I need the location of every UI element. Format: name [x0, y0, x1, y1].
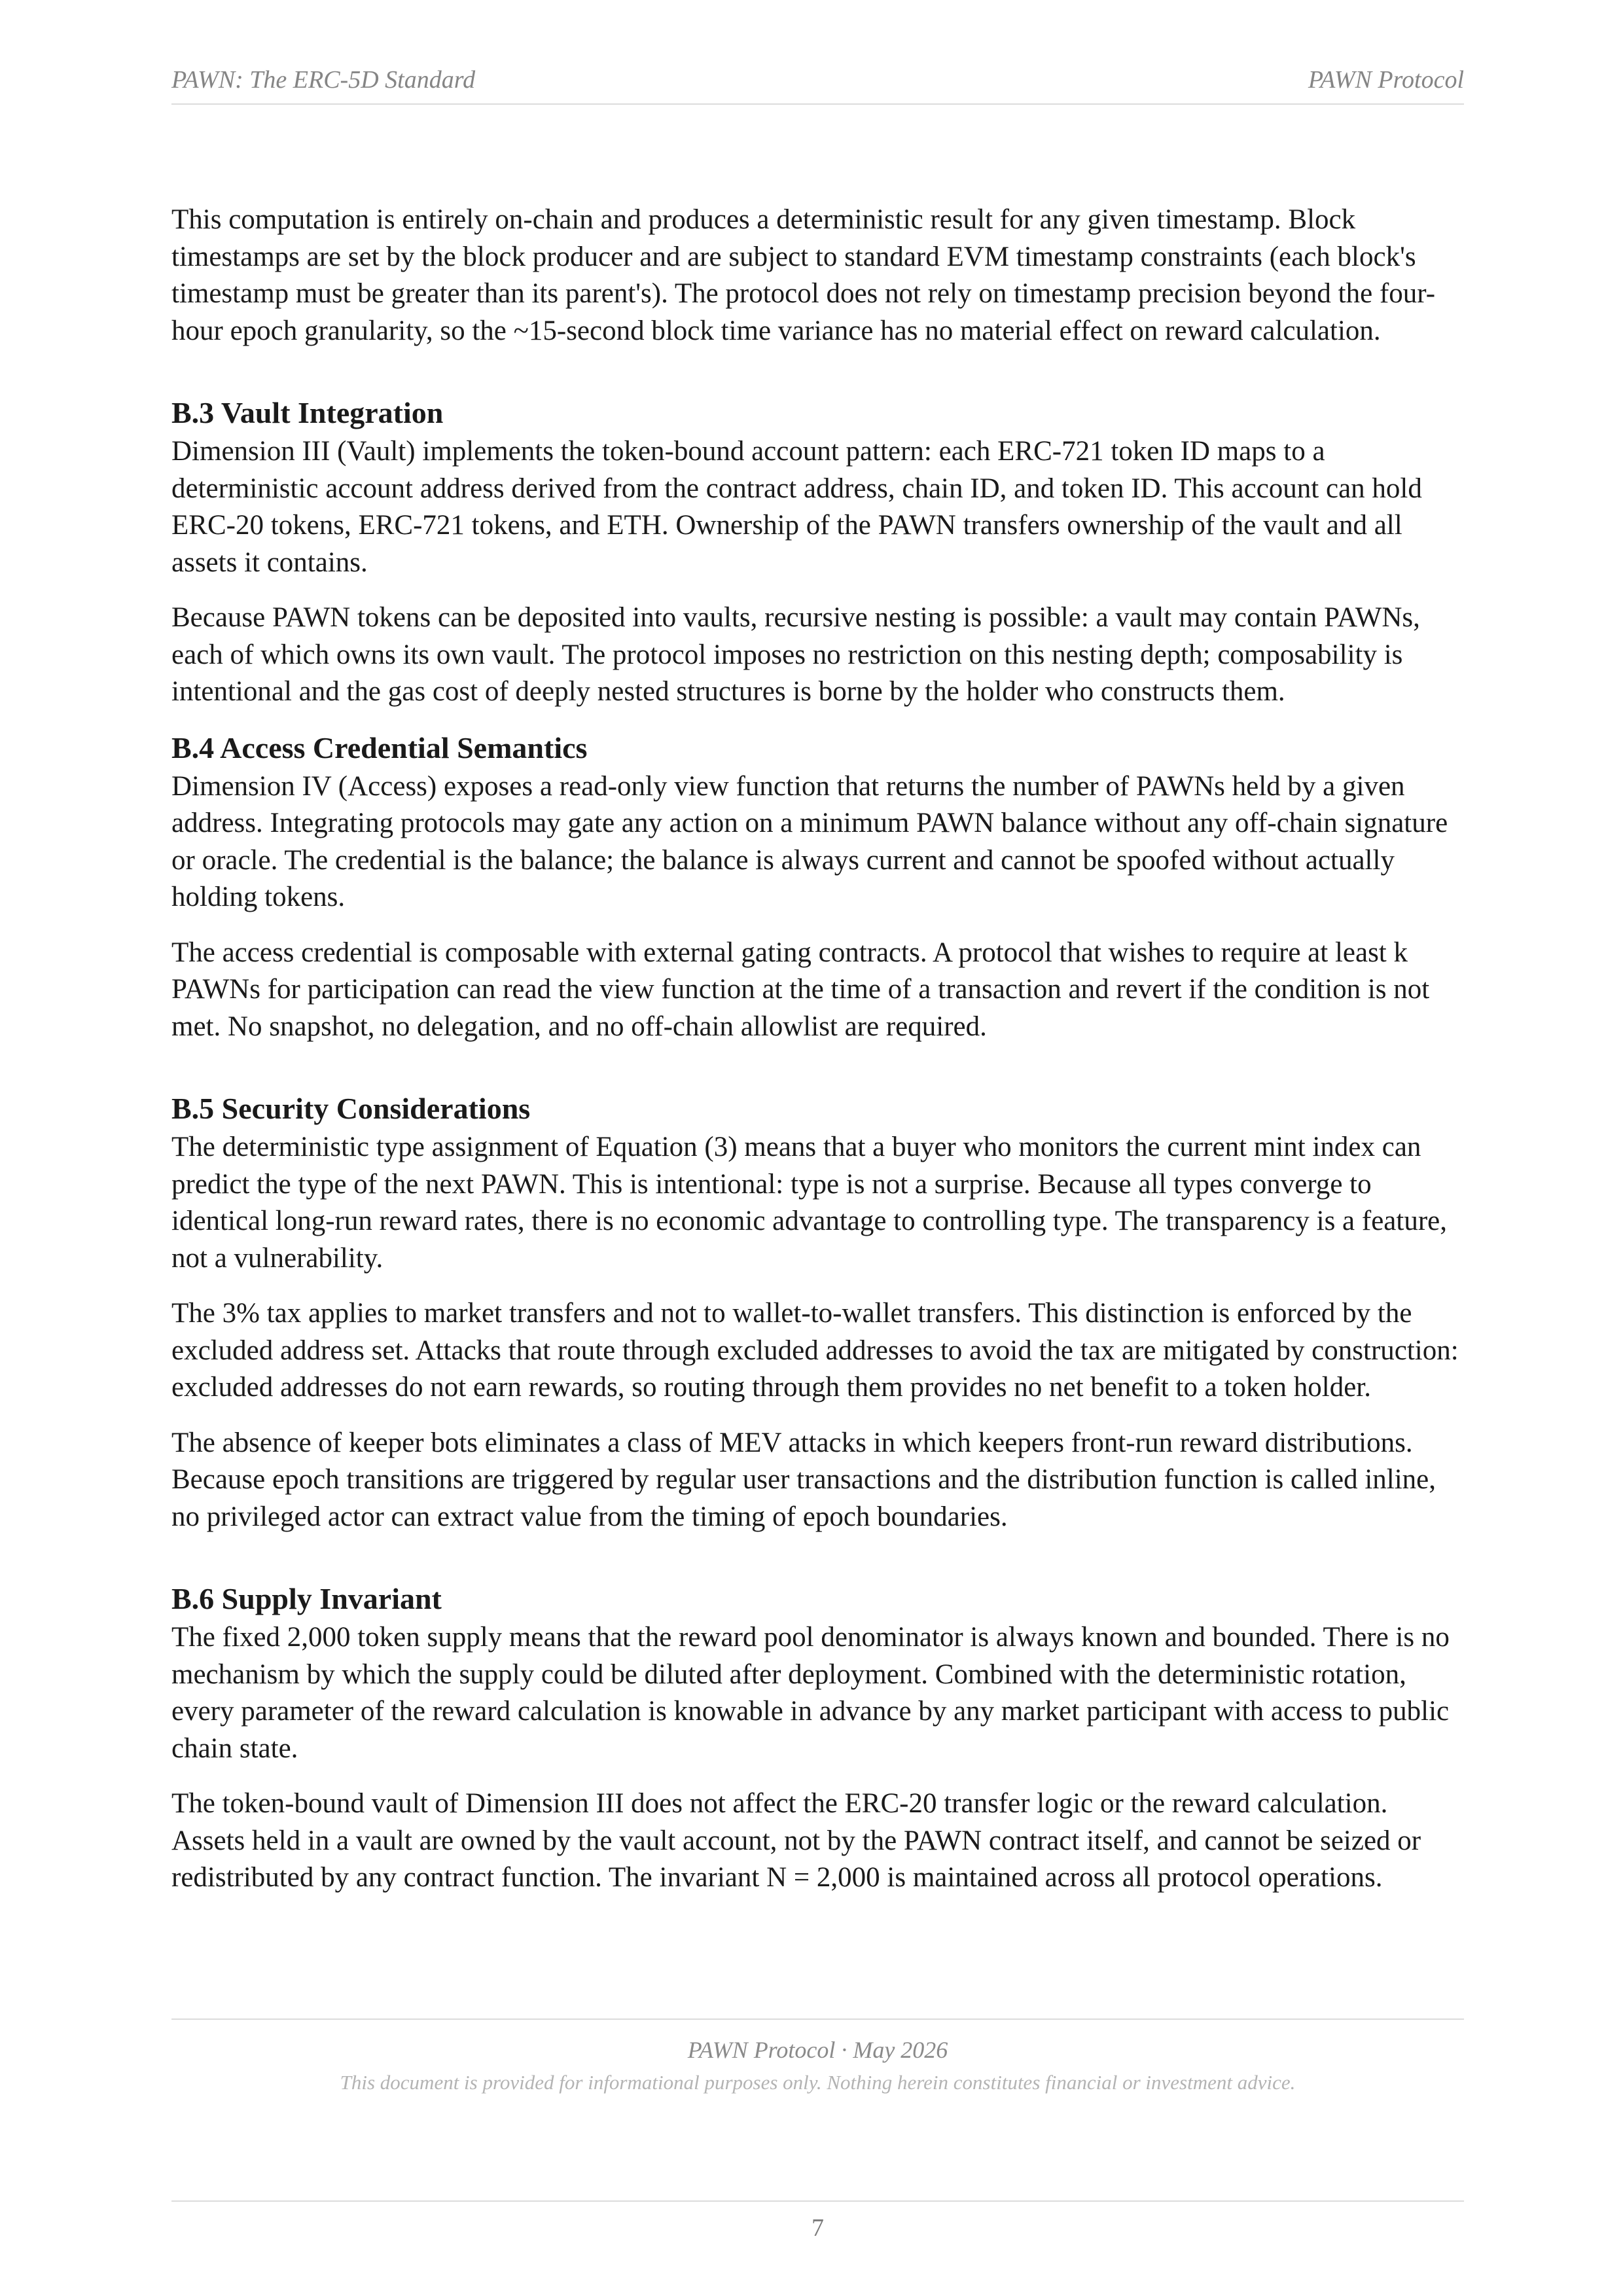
page-footer — [171, 2033, 1464, 2098]
paragraph-b3-2: Because PAWN tokens can be deposited into vaults, recursive nesting is possible: a vault may contain PAWNs, each of which owns its own vault. The protocol imposes no restriction on this nesting depth; composability is intentional and the gas cost of deeply nested structures is borne by the holder who constructs them. — [171, 602, 1420, 707]
section-heading-b4: B.4 Access Credential Semantics — [171, 730, 588, 764]
intro-paragraph: This computation is entirely on-chain and produces a deterministic result for any given timestamp. Block timestamps are set by the block producer and are subject to standard EVM timestamp constraints (each block's timestamp must be greater than its parent's). The protocol does not rely on timestamp precision beyond the four-hour epoch granularity, so the ~15-second block time variance has no material effect on reward calculation. — [171, 204, 1436, 346]
page-number-divider — [171, 2200, 1464, 2202]
paragraph-b6-2: The token-bound vault of Dimension III does not affect the ERC-20 transfer logic or the reward calculation. Assets held in a vault are owned by the vault account, not by the PAWN contract itself, and cannot be seized or redistributed by any contract function. The invariant N = 2,000 is maintained across all protocol operations. — [171, 1788, 1421, 1893]
paragraph-b3-1: Dimension III (Vault) implements the token-bound account pattern: each ERC-721 token ID maps to a deterministic account address derived from the contract address, chain ID, and token ID. This account can hold ERC-20 tokens, ERC-721 tokens, and ETH. Ownership of the PAWN transfers ownership of the vault and all assets it contains. — [171, 436, 1422, 578]
section-heading-b3: B.3 Vault Integration — [171, 396, 444, 429]
document-body — [171, 202, 1464, 1897]
running-title: PAWN: The ERC-5D Standard — [171, 66, 476, 94]
page-number: 7 — [812, 2214, 824, 2242]
section-heading-b6: B.6 Supply Invariant — [171, 1582, 442, 1615]
running-publisher: PAWN Protocol — [1308, 66, 1464, 94]
paragraph-b5-1: The deterministic type assignment of Equation (3) means that a buyer who monitors the current mint index can predict the type of the next PAWN. This is intentional: type is not a surprise. Because all types converge to identical long-run reward rates, there is no economic advantage to controlling type. The transparency is a feature, not a vulnerability. — [171, 1132, 1447, 1274]
paragraph-b5-3: The absence of keeper bots eliminates a class of MEV attacks in which keepers front-run reward distributions. Because epoch transitions are triggered by regular user transactions and the distribution function is called inline, no privileged actor can extract value from the timing of epoch boundaries. — [171, 1427, 1436, 1532]
paragraph-b5-2: The 3% tax applies to market transfers and not to wallet-to-wallet transfers. This distinction is enforced by the excluded address set. Attacks that route through excluded addresses to avoid the tax are mitigated by construction: excluded addresses do not earn rewards, so routing through them provides no net benefit to a token holder. — [171, 1298, 1459, 1403]
page-header — [171, 63, 1464, 105]
footer-publication-line: PAWN Protocol · May 2026 — [687, 2037, 948, 2063]
paragraph-b6-1: The fixed 2,000 token supply means that the reward pool denominator is always known and bounded. There is no mechanism by which the supply could be diluted after deployment. Combined with the deterministic rotation, every parameter of the reward calculation is knowable in advance by any market participant with access to public chain state. — [171, 1622, 1450, 1764]
footer-disclaimer: This document is provided for informational purposes only. Nothing herein constitutes financial or investment advice. — [340, 2071, 1296, 2094]
footer-divider — [171, 2018, 1464, 2020]
paragraph-b4-2: The access credential is composable with external gating contracts. A protocol that wishes to require at least k PAWNs for participation can read the view function at the time of a transaction and revert if the condition is not met. No snapshot, no delegation, and no off-chain allowlist are required. — [171, 937, 1430, 1042]
paragraph-b4-1: Dimension IV (Access) exposes a read-only view function that returns the number of PAWNs held by a given address. Integrating protocols may gate any action on a minimum PAWN balance without any off-chain signature or oracle. The credential is the balance; the balance is always current and cannot be spoofed without actually holding tokens. — [171, 770, 1448, 912]
section-heading-b5: B.5 Security Considerations — [171, 1092, 531, 1125]
